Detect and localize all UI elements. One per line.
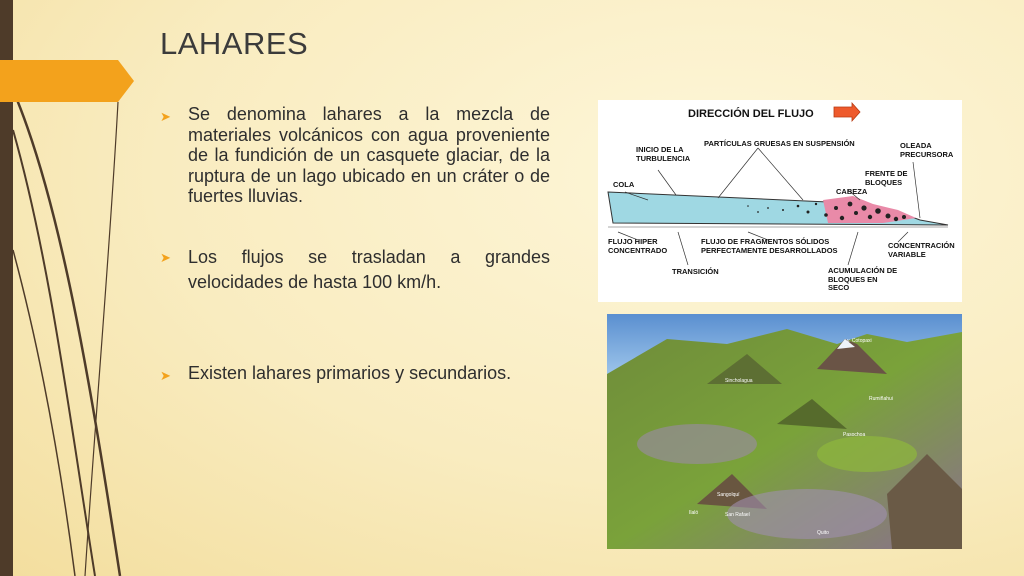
- bullet-item: [160, 363, 550, 384]
- map-label: Quito: [817, 530, 829, 536]
- label-fragmentos-solidos: FLUJO DE FRAGMENTOS SÓLIDOS PERFECTAMENTE DESARROLLADOS: [701, 237, 838, 255]
- bullet-item: [160, 245, 550, 295]
- accent-tab-tip: [118, 60, 134, 102]
- label-particulas-gruesas: PARTÍCULAS GRUESAS EN SUSPENSIÓN: [704, 139, 855, 148]
- slide-title: LAHARES: [160, 26, 309, 61]
- diagram-header: DIRECCIÓN DEL FLUJO: [688, 108, 814, 120]
- flow-illustration: [598, 100, 962, 302]
- label-cola: COLA: [613, 180, 635, 189]
- arrow-right-icon: [834, 103, 860, 121]
- label-concentracion-variable: CONCENTRACIÓN VARIABLE: [888, 241, 955, 259]
- map-label: Sangolquí: [717, 492, 740, 498]
- bullet-list: [160, 104, 550, 421]
- map-label: Sincholagua: [725, 378, 753, 384]
- label-acumulacion-bloques: ACUMULACIÓN DE BLOQUES EN SECO: [828, 266, 898, 292]
- label-frente-bloques: FRENTE DE BLOQUES: [865, 169, 908, 187]
- terrain-illustration: [607, 314, 962, 549]
- label-flujo-hiper: FLUJO HIPER CONCENTRADO: [608, 237, 668, 255]
- accent-tab: [0, 60, 118, 102]
- label-transicion: TRANSICIÓN: [672, 267, 719, 276]
- arrow-bullet-icon: ➤: [160, 367, 171, 383]
- terrain-map-image: [607, 314, 962, 549]
- map-label: Rumiñahui: [869, 396, 893, 402]
- map-label: Ilaló: [689, 510, 699, 516]
- map-label: San Rafael: [725, 512, 750, 518]
- label-cabeza: CABEZA: [836, 187, 868, 196]
- arrow-bullet-icon: ➤: [160, 249, 171, 265]
- map-label: v. Cotopaxi: [847, 338, 872, 344]
- bullet-item: [160, 104, 550, 207]
- map-label: Pasochoa: [843, 432, 866, 438]
- bullet-text: Los flujos se trasladan a grandes velocidades de hasta 100 km/h.: [188, 246, 550, 292]
- label-oleada-precursora: OLEADA PRECURSORA: [900, 141, 954, 159]
- bullet-text: Se denomina lahares a la mezcla de materiales volcánicos con agua proveniente de la fundición de un casquete glaciar, de la ruptura de un lago ubicado en un cráter o de fuertes lluvias.: [188, 104, 550, 206]
- bullet-text: Existen lahares primarios y secundarios.: [188, 362, 512, 383]
- arrow-bullet-icon: ➤: [160, 109, 171, 124]
- label-inicio-turbulencia: INICIO DE LA TURBULENCIA: [636, 145, 691, 163]
- lahar-flow-diagram: [598, 100, 962, 302]
